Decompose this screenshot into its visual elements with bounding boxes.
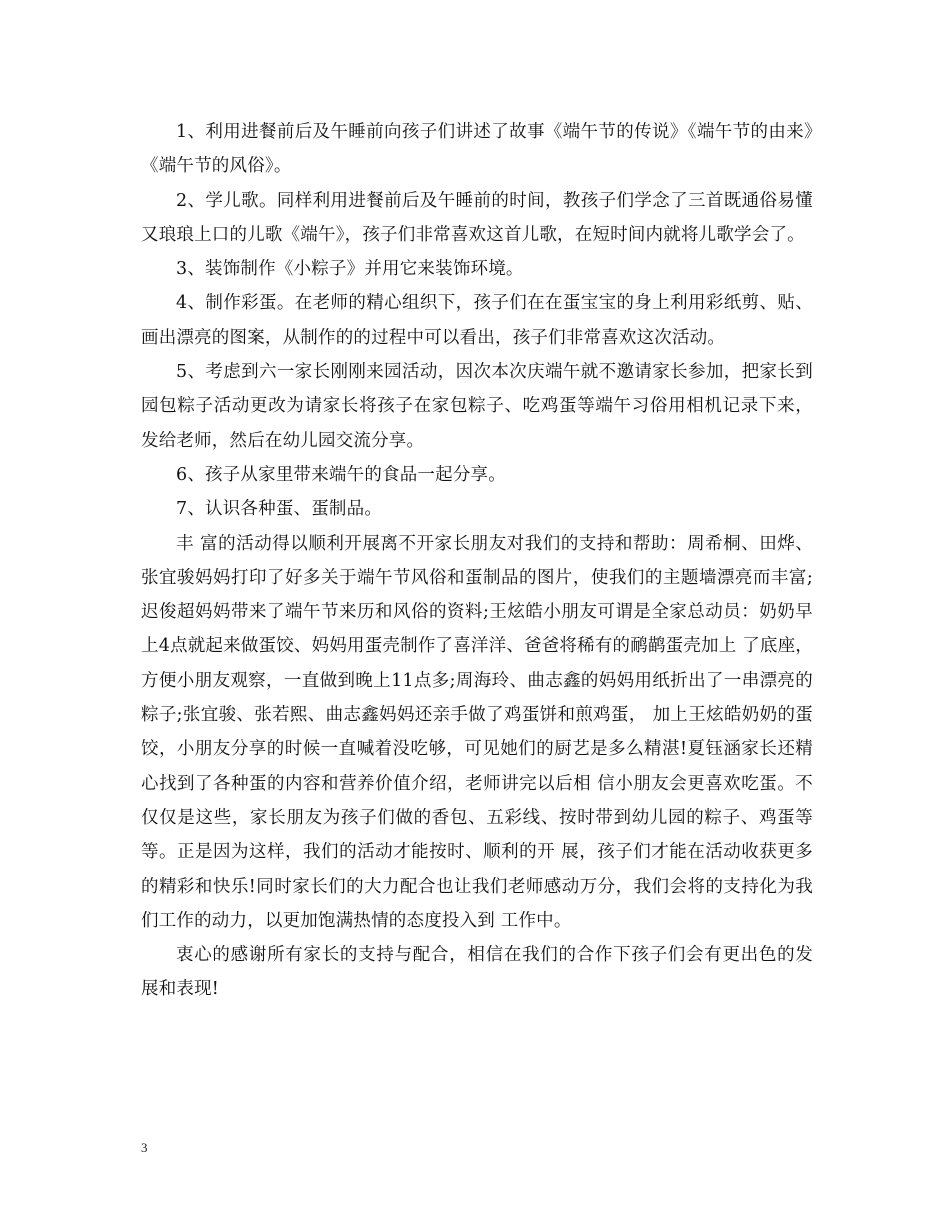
paragraph-9: 衷心的感谢所有家长的支持与配合，相信在我们的合作下孩子们会有更出色的发展和表现! bbox=[141, 945, 813, 1000]
paragraph-1: 1、利用进餐前后及午睡前向孩子们讲述了故事《端午节的传说》《端午节的由来》《端午节的风俗》。 bbox=[141, 122, 813, 177]
paragraph-6: 6、孩子从家里带来端午的食品一起分享。 bbox=[176, 464, 506, 485]
document-body bbox=[141, 115, 813, 1007]
paragraph-3: 3、装饰制作《小粽子》并用它来装饰环境。 bbox=[176, 259, 524, 280]
paragraph-8: 丰 富的活动得以顺利开展离不开家长朋友对我们的支持和帮助：周希桐、田烨、张宜骏妈妈打印了好多关于端午节风俗和蛋制品的图片，使我们的主题墙漂亮而丰富; 迟俊超妈妈带来了端午节来历和风俗的资料;王炫皓小朋友可谓是全家总动员：奶奶早上4点就起来做蛋饺、妈妈用蛋壳制作了喜洋洋、爸爸将稀有的鸸鹋蛋壳加上 了底座，方便小朋友观察，一直做到晚上11点多;周海玲、曲志鑫的妈妈用纸折出了一串漂亮的粽子;张宜骏、张若熙、曲志鑫妈妈还亲手做了鸡蛋饼和煎鸡蛋， 加上王炫皓奶奶的蛋饺，小朋友分享的时候一直喊着没吃够，可见她们的厨艺是多么精湛!夏钰涵家长还精心找到了各种蛋的内容和营养价值介绍，老师讲完以后相 信小朋友会更喜欢吃蛋。不仅仅是这些，家长朋友为孩子们做的香包、五彩线、按时带到幼儿园的粽子、鸡蛋等等。正是因为这样，我们的活动才能按时、顺利的开 展，孩子们才能在活动收获更多的精彩和快乐!同时家长们的大力配合也让我们老师感动万分，我们会将的支持化为我们工作的动力，以更加饱满热情的态度投入到 工作中。 bbox=[141, 533, 813, 931]
paragraph-4: 4、制作彩蛋。在老师的精心组织下，孩子们在在蛋宝宝的身上利用彩纸剪、贴、画出漂亮的图案，从制作的的过程中可以看出，孩子们非常喜欢这次活动。 bbox=[141, 293, 813, 348]
paragraph-2: 2、学儿歌。同样利用进餐前后及午睡前的时间，教孩子们学念了三首既通俗易懂又琅琅上口的儿歌《端午》，孩子们非常喜欢这首儿歌，在短时间内就将儿歌学会了。 bbox=[141, 190, 813, 245]
paragraph-5: 5、考虑到六一家长刚刚来园活动，因次本次庆端午就不邀请家长参加，把家长到园包粽子活动更改为请家长将孩子在家包粽子、吃鸡蛋等端午习俗用相机记录下来，发给老师，然后在幼儿园交流分享。 bbox=[141, 362, 813, 451]
page-number: 3 bbox=[141, 1140, 148, 1155]
paragraph-7: 7、认识各种蛋、蛋制品。 bbox=[176, 499, 383, 520]
